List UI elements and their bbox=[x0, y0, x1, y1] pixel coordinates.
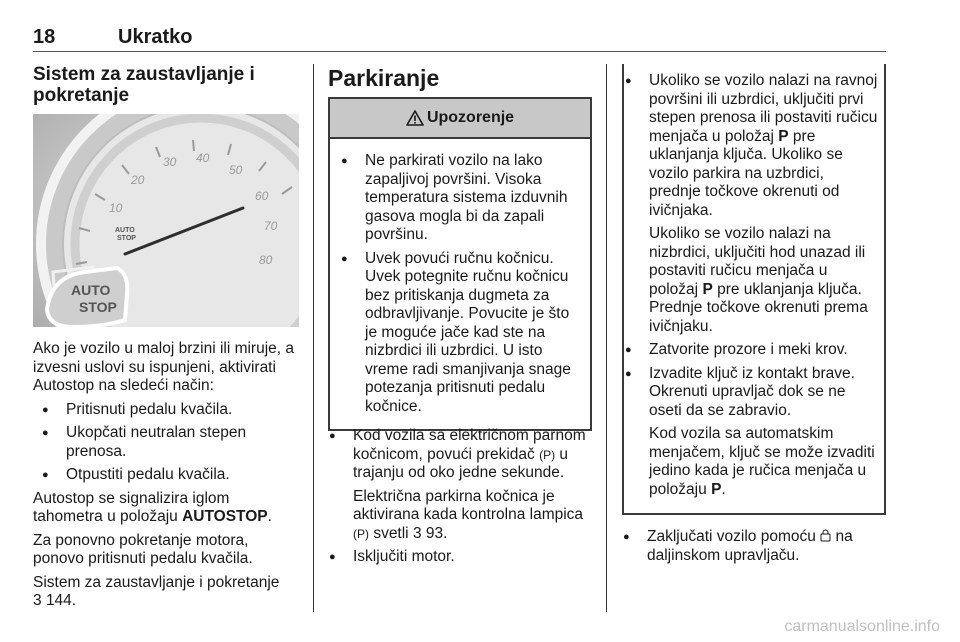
gauge-autostop-label: AUTO bbox=[115, 227, 135, 234]
parking-brake-icon: (P) bbox=[539, 447, 556, 462]
list-item: ● Ukopčati neutralan stepen prenosa. bbox=[33, 424, 301, 461]
list-item: ● Zatvorite prozore i meki krov. bbox=[624, 341, 878, 360]
speed-tick-label: 40 bbox=[196, 151, 210, 165]
speed-tick-label: 80 bbox=[259, 253, 273, 267]
speed-tick-label: 60 bbox=[255, 189, 269, 203]
autostop-steps bbox=[33, 401, 301, 485]
list-item: ● Ne parkirati vozilo na lako zapaljivoj površini. Visoka temperatura sistema izduvnih gasova mogla bi da zapali površinu. bbox=[340, 152, 584, 245]
reference-arrow-icon: 3 bbox=[412, 524, 422, 542]
parking-brake-lamp-icon: (P) bbox=[353, 526, 369, 541]
zoom-autostop-label: STOP bbox=[79, 299, 117, 315]
warning-title: Upozorenje bbox=[426, 108, 515, 126]
autostop-intro: Ako je vozilo u maloj brzini ili miruje, a izvesni uslovi su ispunjeni, aktivirati Autostop na sledeći način: bbox=[33, 340, 295, 394]
list-item bbox=[328, 427, 592, 543]
column-parking-continued bbox=[622, 64, 886, 570]
header-divider bbox=[33, 51, 886, 52]
list-item: ● Zaključati vozilo pomoću na daljinskom upravljaču. bbox=[622, 528, 886, 565]
reference-page-link[interactable]: 93. bbox=[425, 524, 448, 542]
speed-tick-label: 70 bbox=[264, 219, 278, 233]
list-item: ● Izvadite ključ iz kontakt brave. Okrenuti upravljač dok se ne oseti da se zabravio. Kod vozila sa automatskim menjačem, ključ se može izvaditi jedino kada je ručica menjača u položaju P. bbox=[624, 365, 878, 500]
warning-header bbox=[330, 99, 590, 139]
epb-instruction: ● Kod vozila sa električnom parnom kočnicom, povući prekidač (P) u trajanju od oko jedne sekunde. bbox=[353, 427, 586, 481]
epb-indicator-text: Električna parkirna kočnica je aktivirana kada kontrolna lampica (P) svetli 3 93. bbox=[353, 487, 584, 542]
warning-box-continued bbox=[622, 64, 886, 515]
list-item: ● Pritisnuti pedalu kvačila. bbox=[33, 401, 301, 420]
section-heading-stop-start: Sistem za zaustavljanje i pokretanje bbox=[33, 64, 255, 106]
list-item bbox=[624, 72, 878, 336]
autostop-signal-text: Autostop se signalizira iglom tahometra u položaju AUTOSTOP. bbox=[33, 489, 272, 525]
zoom-autostop-label: AUTO bbox=[71, 282, 111, 298]
speed-tick-label: 20 bbox=[131, 173, 145, 187]
flat-or-uphill-text: Ukoliko se vozilo nalazi na ravnoj površini ili uzbrdici, uključiti prvi stepen prenosa ili postaviti ručicu menjača u položaj P pre uklanjanja ključa. Ukoliko se vozilo parkira na uzbrdici, prednje točkove okrenuti od ivičnjaka. bbox=[649, 72, 878, 219]
downhill-text: Ukoliko se vozilo nalazi na nizbrdici, uključiti hod unazad ili postaviti ručicu menjača u položaj P pre uklanjanja ključa. Prednje točkove okrenuti prema ivičnjaku. bbox=[649, 225, 868, 335]
speed-tick-label: 30 bbox=[163, 155, 177, 169]
list-item: ● Otpustiti pedalu kvačila. bbox=[33, 466, 301, 485]
list-item: ● Uvek povući ručnu kočnicu. Uvek potegnite ručnu kočnicu bez pritiskanja dugmeta za odbravljivanje. Povucite je što je moguće jače kad ste na nizbrdici ili uzbrdici. U isto vreme radi smanjivanja snage potezanja pritisnuti pedalu kočnice. bbox=[340, 250, 584, 417]
list-item: ● Isključiti motor. bbox=[328, 548, 592, 567]
lock-icon bbox=[820, 529, 831, 542]
page-title: Ukratko bbox=[118, 26, 193, 48]
speed-tick-label: 10 bbox=[109, 201, 123, 215]
watermark-link[interactable]: carmanualsonline.info bbox=[784, 618, 940, 635]
gauge-autostop-label: STOP bbox=[117, 235, 136, 242]
section-heading-parking: Parkiranje bbox=[328, 65, 440, 91]
speed-tick-label: 50 bbox=[229, 163, 243, 177]
cross-reference: Sistem za zaustavljanje i pokretanje 3 144. bbox=[33, 573, 280, 609]
column-parking bbox=[328, 64, 592, 572]
column-divider-1 bbox=[313, 64, 314, 612]
automatic-transmission-text: Kod vozila sa automatskim menjačem, ključ se može izvaditi jedino kada je ručica menjača u položaju P. bbox=[649, 425, 875, 498]
tachometer-illustration bbox=[33, 114, 299, 327]
column-stop-start bbox=[33, 64, 301, 616]
warning-box bbox=[328, 97, 592, 431]
warning-triangle-icon bbox=[406, 110, 424, 126]
page-header bbox=[33, 26, 886, 52]
page-number: 18 bbox=[33, 26, 56, 48]
autostop-label: AUTOSTOP bbox=[182, 508, 268, 525]
reference-arrow-icon: 3 bbox=[33, 592, 42, 609]
restart-text: Za ponovno pokretanje motora, ponovo pritisnuti pedalu kvačila. bbox=[33, 531, 253, 567]
reference-page-link[interactable]: 144. bbox=[45, 592, 77, 609]
tachometer-figure bbox=[33, 114, 299, 327]
column-divider-2 bbox=[606, 64, 607, 612]
